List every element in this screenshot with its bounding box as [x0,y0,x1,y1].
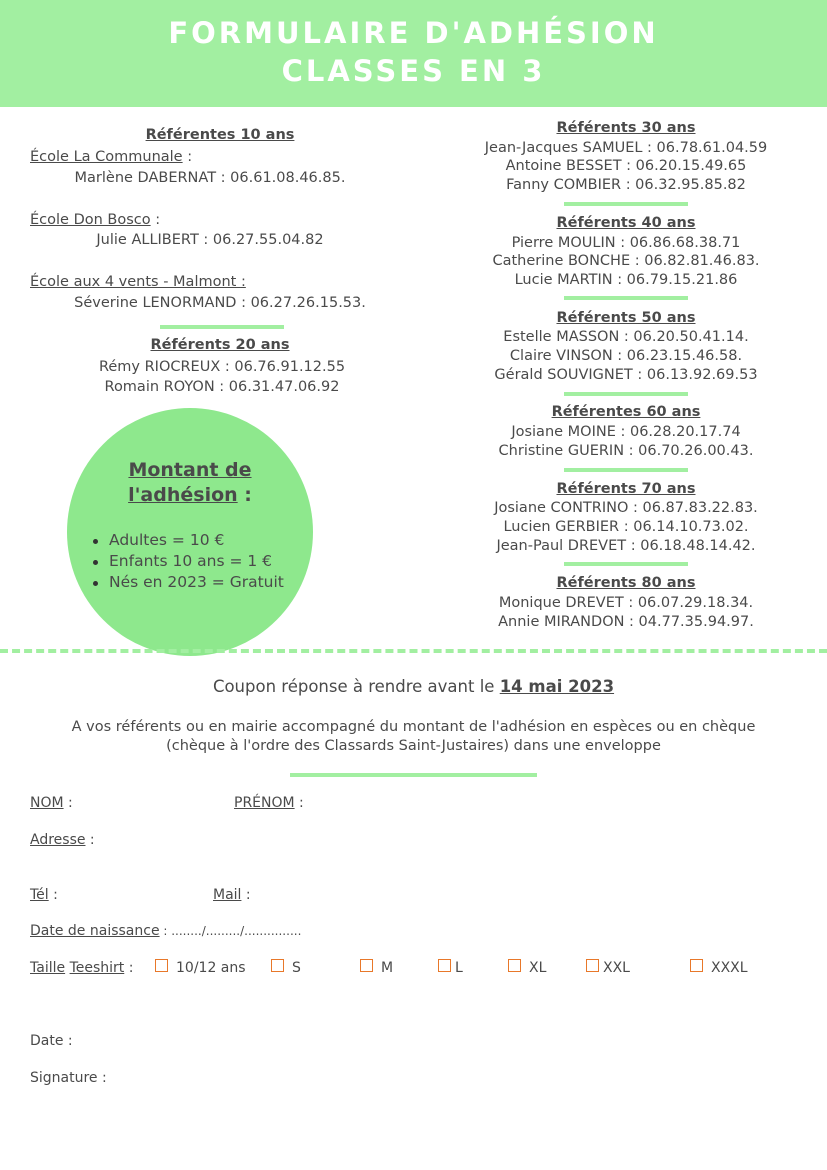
ref40-heading: Référents 40 ans [556,215,696,231]
date-field[interactable]: Date : [30,1033,73,1049]
size-checkbox-10-12[interactable] [155,959,168,972]
contact-line: Claire VINSON : 06.23.15.46.58. [509,348,743,364]
ref10-heading: Référentes 10 ans [145,127,295,143]
size-checkbox-s[interactable] [271,959,284,972]
contact-line: Jean-Paul DREVET : 06.18.48.14.42. [496,538,756,554]
form-title-line1: FORMULAIRE D'ADHÉSION [168,16,659,50]
school-label: École La Communale : [30,149,193,165]
contact-line: Josiane MOINE : 06.28.20.17.74 [511,424,741,440]
tel-field[interactable]: Tél : [30,887,58,903]
contact-line: Rémy RIOCREUX : 06.76.91.12.55 [98,359,346,375]
fee-title-line1: Montant de [128,459,252,481]
ref60-heading: Référentes 60 ans [551,404,701,420]
coupon-intro: Coupon réponse à rendre avant le 14 mai 2023 [212,677,615,696]
size-label: S [292,960,301,976]
adresse-field[interactable]: Adresse : [30,832,95,848]
form-title-line2: CLASSES EN 3 [281,54,546,88]
size-checkbox-l[interactable] [438,959,451,972]
size-label: M [381,960,394,976]
header-banner [0,0,827,107]
contact-line: Lucien GERBIER : 06.14.10.73.02. [503,519,749,535]
contact-line: Gérald SOUVIGNET : 06.13.92.69.53 [494,367,758,383]
size-checkbox-xl[interactable] [508,959,521,972]
contact-line: Romain ROYON : 06.31.47.06.92 [104,379,340,395]
separator [564,296,688,300]
ref20-heading: Référents 20 ans [150,337,290,353]
contact-line: Josiane CONTRINO : 06.87.83.22.83. [494,500,758,516]
fee-item: Enfants 10 ans = 1 € [109,552,284,573]
separator [160,325,284,329]
fee-item: Adultes = 10 € [109,531,284,552]
fee-title-line2: l'adhésion : [128,484,252,506]
ref30-heading: Référents 30 ans [556,120,696,136]
nom-field[interactable]: NOM : [30,795,73,811]
cut-line [0,649,827,653]
contact-line: Jean-Jacques SAMUEL : 06.78.61.04.59 [484,140,768,156]
school-label: École aux 4 vents - Malmont : [30,274,246,290]
contact-line: Antoine BESSET : 06.20.15.49.65 [505,158,747,174]
size-checkbox-m[interactable] [360,959,373,972]
coupon-info-line1: A vos référents ou en mairie accompagné du montant de l'adhésion en espèces ou en chèque [71,719,756,735]
separator [290,773,537,777]
contact-line: Monique DREVET : 06.07.29.18.34. [498,595,754,611]
contact-line: Annie MIRANDON : 04.77.35.94.97. [498,614,754,630]
school-label: École Don Bosco : [30,212,161,228]
dob-field[interactable]: Date de naissance : ......../........./............... [30,923,302,939]
mail-field[interactable]: Mail : [213,887,251,903]
separator [564,392,688,396]
ref70-heading: Référents 70 ans [556,481,696,497]
contact-line: Catherine BONCHE : 06.82.81.46.83. [492,253,760,269]
deadline: 14 mai 2023 [499,677,615,696]
signature-field[interactable]: Signature : [30,1070,107,1086]
coupon-info-line2: (chèque à l'ordre des Classards Saint-Justaires) dans une enveloppe [166,738,661,754]
separator [564,202,688,206]
size-label: XL [529,960,547,976]
size-label: L [455,960,463,976]
tshirt-size-label: Taille Teeshirt : [30,960,134,976]
prenom-field[interactable]: PRÉNOM : [234,795,304,811]
separator [564,562,688,566]
fee-item: Nés en 2023 = Gratuit [109,573,284,594]
contact-line: Christine GUERIN : 06.70.26.00.43. [498,443,754,459]
fee-list [109,531,284,594]
size-label: XXL [603,960,630,976]
contact-line: Lucie MARTIN : 06.79.15.21.86 [514,272,738,288]
size-checkbox-xxl[interactable] [586,959,599,972]
ref50-heading: Référents 50 ans [556,310,696,326]
school-contact: Séverine LENORMAND : 06.27.26.15.53. [74,295,366,311]
contact-line: Fanny COMBIER : 06.32.95.85.82 [506,177,746,193]
ref80-heading: Référents 80 ans [556,575,696,591]
contact-line: Pierre MOULIN : 06.86.68.38.71 [511,235,741,251]
separator [564,468,688,472]
size-checkbox-xxxl[interactable] [690,959,703,972]
size-label: XXXL [711,960,748,976]
contact-line: Estelle MASSON : 06.20.50.41.14. [503,329,749,345]
school-contact: Julie ALLIBERT : 06.27.55.04.82 [96,232,324,248]
school-contact: Marlène DABERNAT : 06.61.08.46.85. [74,170,346,186]
size-label: 10/12 ans [176,960,246,976]
